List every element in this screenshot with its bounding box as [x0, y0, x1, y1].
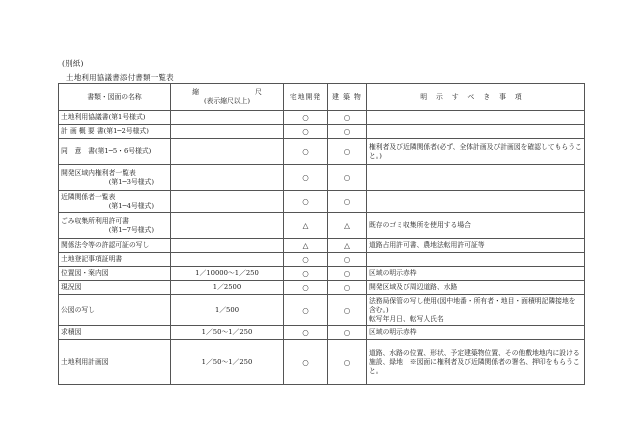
document-title: 土地利用協議書添付書類一覧表: [66, 73, 174, 82]
scale-cell: [171, 111, 284, 125]
building-mark: ○: [328, 340, 367, 385]
scale-cell: 1／50～1／250: [171, 326, 284, 340]
notes-cell: [367, 125, 585, 139]
scale-cell: [171, 139, 284, 165]
development-mark: ○: [284, 253, 328, 267]
notes-cell: 開発区域及び周辺道路、水路: [367, 281, 585, 295]
table-row: [59, 139, 585, 165]
document-name: 土地利用計画図: [59, 340, 171, 385]
building-mark: ○: [328, 125, 367, 139]
document-name: 位置図・案内図: [59, 267, 171, 281]
building-mark: ○: [328, 165, 367, 191]
table-row: [59, 125, 585, 139]
document-name: 土地登記事項証明書: [59, 253, 171, 267]
building-mark: ○: [328, 139, 367, 165]
development-mark: △: [284, 213, 328, 239]
development-mark: ○: [284, 125, 328, 139]
scale-cell: 1／2500: [171, 281, 284, 295]
development-mark: ○: [284, 191, 328, 213]
scale-cell: 1／500: [171, 295, 284, 326]
development-mark: ○: [284, 111, 328, 125]
notes-cell: 法務局保管の写し使用(図中地番・所有者・地目・面積明記隣接地を含む。) 転写年月日、転写人氏名: [367, 295, 585, 326]
document-name: 現況図: [59, 281, 171, 295]
table-row: [59, 326, 585, 340]
table-row: [59, 239, 585, 253]
document-name: 同 意 書(第1─5・6号様式): [59, 139, 171, 165]
document-name: 開発区域内権利者一覧表 (第1─3号様式): [59, 165, 171, 191]
table-row: [59, 340, 585, 385]
development-mark: ○: [284, 340, 328, 385]
development-mark: ○: [284, 281, 328, 295]
document-name: 土地利用協議書(第1号様式): [59, 111, 171, 125]
scale-cell: [171, 165, 284, 191]
table-body: [59, 111, 585, 385]
building-mark: △: [328, 213, 367, 239]
building-mark: ○: [328, 253, 367, 267]
header-name: 書類・図面の名称: [59, 84, 171, 111]
header-scale: 縮 尺 (表示縮尺以上): [171, 84, 284, 111]
document-name: 求積図: [59, 326, 171, 340]
notes-cell: 道路、水路の位置、形状、予定建築物位置、その他敷地地内に設ける施設、緑地 ※図面に権利者及び近隣関係者の署名、押印をもらうこと。: [367, 340, 585, 385]
table-row: [59, 191, 585, 213]
header-notes: 明示すべき事項: [367, 84, 585, 111]
notes-cell: 区域の明示赤枠: [367, 326, 585, 340]
scale-cell: 1／50～1／250: [171, 340, 284, 385]
header-building: 建 築 物: [328, 84, 367, 111]
scale-cell: 1／10000～1／250: [171, 267, 284, 281]
scale-cell: [171, 253, 284, 267]
document-name: 近隣関係者一覧表 (第1─4号様式): [59, 191, 171, 213]
header-development: 宅地開発: [284, 84, 328, 111]
table-row: [59, 165, 585, 191]
building-mark: ○: [328, 281, 367, 295]
building-mark: ○: [328, 295, 367, 326]
building-mark: ○: [328, 111, 367, 125]
scale-cell: [171, 213, 284, 239]
scale-cell: [171, 239, 284, 253]
notes-cell: 区域の明示赤枠: [367, 267, 585, 281]
building-mark: ○: [328, 267, 367, 281]
table-row: [59, 111, 585, 125]
notes-cell: 道路占用許可書、農地法転用許可証等: [367, 239, 585, 253]
document-name: 計 画 概 要 書(第1─2号様式): [59, 125, 171, 139]
document-name: 関係法令等の許認可証の写し: [59, 239, 171, 253]
document-name: 公図の写し: [59, 295, 171, 326]
notes-cell: [367, 253, 585, 267]
table-row: [59, 267, 585, 281]
attachment-table: [58, 83, 585, 385]
development-mark: ○: [284, 295, 328, 326]
notes-cell: 既存のゴミ収集所を使用する場合: [367, 213, 585, 239]
notes-cell: [367, 165, 585, 191]
building-mark: ○: [328, 326, 367, 340]
document-name: ごみ収集所利用許可書 (第1─7号様式): [59, 213, 171, 239]
building-mark: ○: [328, 191, 367, 213]
table-row: [59, 295, 585, 326]
development-mark: ○: [284, 326, 328, 340]
table-row: [59, 253, 585, 267]
scale-cell: [171, 191, 284, 213]
table-row: [59, 281, 585, 295]
development-mark: ○: [284, 165, 328, 191]
table-header-row: [59, 84, 585, 111]
building-mark: △: [328, 239, 367, 253]
development-mark: △: [284, 239, 328, 253]
attachment-note: (別紙): [62, 59, 84, 68]
development-mark: ○: [284, 139, 328, 165]
development-mark: ○: [284, 267, 328, 281]
notes-cell: [367, 191, 585, 213]
notes-cell: [367, 111, 585, 125]
table-row: [59, 213, 585, 239]
scale-cell: [171, 125, 284, 139]
notes-cell: 権利者及び近隣関係者(必ず、全体計画及び計画図を確認してもらうこと。): [367, 139, 585, 165]
